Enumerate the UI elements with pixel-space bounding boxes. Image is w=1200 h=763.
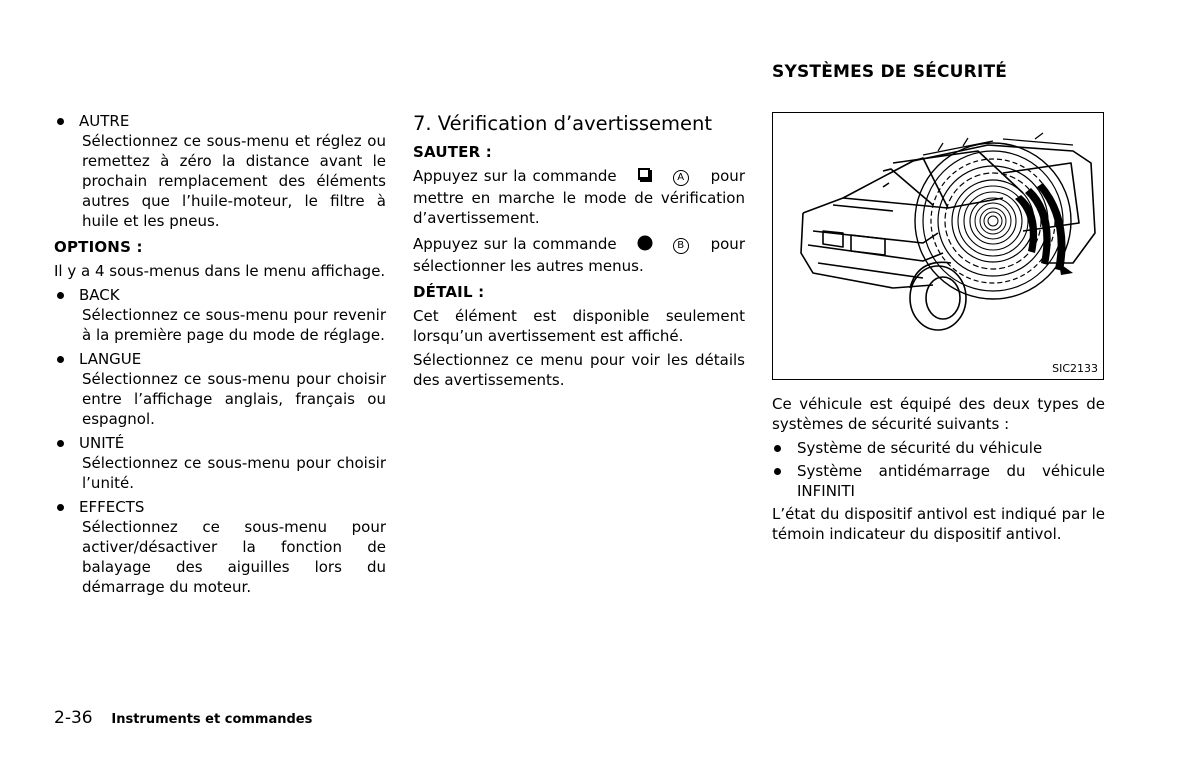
item-text: Système antidémarrage du véhicule INFINITI xyxy=(797,462,1105,500)
a-circle-icon: A xyxy=(673,170,689,186)
closing-paragraph: L’état du dispositif antivol est indiqué par le témoin indicateur du dispositif antivol. xyxy=(772,505,1105,543)
text-after: pour mettre en marche le mode de vérification d’avertissement. xyxy=(413,167,745,227)
section-heading: 7. Vérification d’avertissement xyxy=(413,112,713,135)
item-title: UNITÉ xyxy=(79,434,125,452)
text-after: pour sélectionner les autres menus. xyxy=(413,235,745,275)
bullet-icon xyxy=(774,445,781,452)
list-item-security xyxy=(772,438,1105,458)
figure-code: SIC2133 xyxy=(1052,362,1098,375)
item-title: BACK xyxy=(79,286,120,304)
car-security-illustration-icon xyxy=(773,113,1103,379)
item-body: Sélectionnez ce sous-menu pour choisir l’unité. xyxy=(82,454,386,492)
item-title: LANGUE xyxy=(79,350,142,368)
item-body: Sélectionnez ce sous-menu et réglez ou remettez à zéro la distance avant le prochain remplacement des éléments autres que l’huile-moteur, le filtre à huile et les pneus. xyxy=(82,132,386,230)
filled-circle-button-icon xyxy=(637,235,653,256)
bullet-icon xyxy=(774,468,781,475)
intro-paragraph: Ce véhicule est équipé des deux types de systèmes de sécurité suivants : xyxy=(772,395,1105,433)
text-before: Appuyez sur la commande xyxy=(413,235,617,253)
security-figure xyxy=(772,112,1104,380)
list-item-autre xyxy=(54,111,386,231)
item-body: Sélectionnez ce sous-menu pour activer/désactiver la fonction de balayage des aiguilles lors du démarrage du moteur. xyxy=(82,518,386,596)
sauter-heading: SAUTER : xyxy=(413,143,492,161)
bullet-icon xyxy=(57,356,64,363)
item-body: Sélectionnez ce sous-menu pour choisir entre l’affichage anglais, français ou espagnol. xyxy=(82,370,386,428)
page-number: 2-36 xyxy=(54,708,93,728)
item-text: Système de sécurité du véhicule xyxy=(797,439,1043,457)
list-item-unite xyxy=(54,433,386,493)
item-title: EFFECTS xyxy=(79,498,145,516)
bullet-icon xyxy=(57,504,64,511)
detail-paragraph-1: Cet élément est disponible seulement lorsqu’un avertissement est affiché. xyxy=(413,307,745,345)
bullet-icon xyxy=(57,118,64,125)
detail-heading: DÉTAIL : xyxy=(413,283,485,301)
sauter-paragraph-2 xyxy=(413,234,745,276)
b-circle-icon: B xyxy=(673,238,689,254)
square-button-icon xyxy=(637,167,653,188)
middle-column xyxy=(413,112,745,394)
item-body: Sélectionnez ce sous-menu pour revenir à la première page du mode de réglage. xyxy=(82,306,386,344)
section-title: SYSTÈMES DE SÉCURITÉ xyxy=(772,62,1008,82)
options-heading: OPTIONS : xyxy=(54,238,143,256)
text-before: Appuyez sur la commande xyxy=(413,167,617,185)
footer-section-title: Instruments et commandes xyxy=(111,712,313,727)
list-item-langue xyxy=(54,349,386,429)
options-intro: Il y a 4 sous-menus dans le menu affichage. xyxy=(54,262,386,280)
detail-paragraph-2: Sélectionnez ce menu pour voir les détails des avertissements. xyxy=(413,351,745,389)
left-column xyxy=(54,111,386,601)
sauter-paragraph-1 xyxy=(413,166,745,228)
bullet-icon xyxy=(57,440,64,447)
list-item-back xyxy=(54,285,386,345)
list-item-effects xyxy=(54,497,386,597)
right-column xyxy=(772,60,1105,548)
page-footer xyxy=(54,708,312,730)
bullet-icon xyxy=(57,292,64,299)
list-item-immobilizer xyxy=(772,461,1105,501)
item-title: AUTRE xyxy=(79,112,130,130)
